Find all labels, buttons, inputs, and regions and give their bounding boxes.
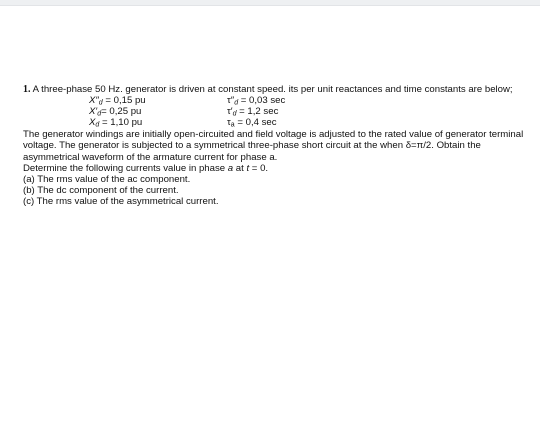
top-bar <box>0 0 540 6</box>
param-subtransient-reactance: $X''_d = 0,15$ pu <box>89 95 146 107</box>
parameter-table <box>23 95 533 129</box>
problem-paragraph: The generator windings are initially open-circuited and field voltage is adjusted to the rated value of generator terminal voltage. The generator is subjected to a symmetrical three-phase short circuit at the when δ=π/2. Obtain the asymmetrical waveform of the armature current for phase a. <box>23 129 524 163</box>
question-item-b: (b) The dc component of the current. <box>23 185 179 197</box>
param-subtransient-time-constant: $\tau''_d = 0,03$ sec <box>227 95 286 107</box>
param-transient-reactance: $X'_d= 0,25$ pu <box>89 106 142 118</box>
param-transient-time-constant: $\tau'_d = 1,2$ sec <box>227 106 279 118</box>
question-intro-text: A three-phase 50 Hz. generator is driven at constant speed. its per unit reactances and time constants are below; <box>32 84 513 95</box>
question-document <box>23 84 533 208</box>
question-intro <box>23 84 533 95</box>
question-item-a: (a) The rms value of the ac component. <box>23 174 191 186</box>
param-synchronous-reactance: $X_d = 1,10$ pu <box>89 117 143 129</box>
param-armature-time-constant: $\tau_a = 0,4$ sec <box>227 117 277 129</box>
determine-line: Determine the following currents value in phase a at t = 0. <box>23 162 269 174</box>
question-item-c: (c) The rms value of the asymmetrical current. <box>23 196 219 208</box>
question-number: 1. <box>23 84 31 95</box>
